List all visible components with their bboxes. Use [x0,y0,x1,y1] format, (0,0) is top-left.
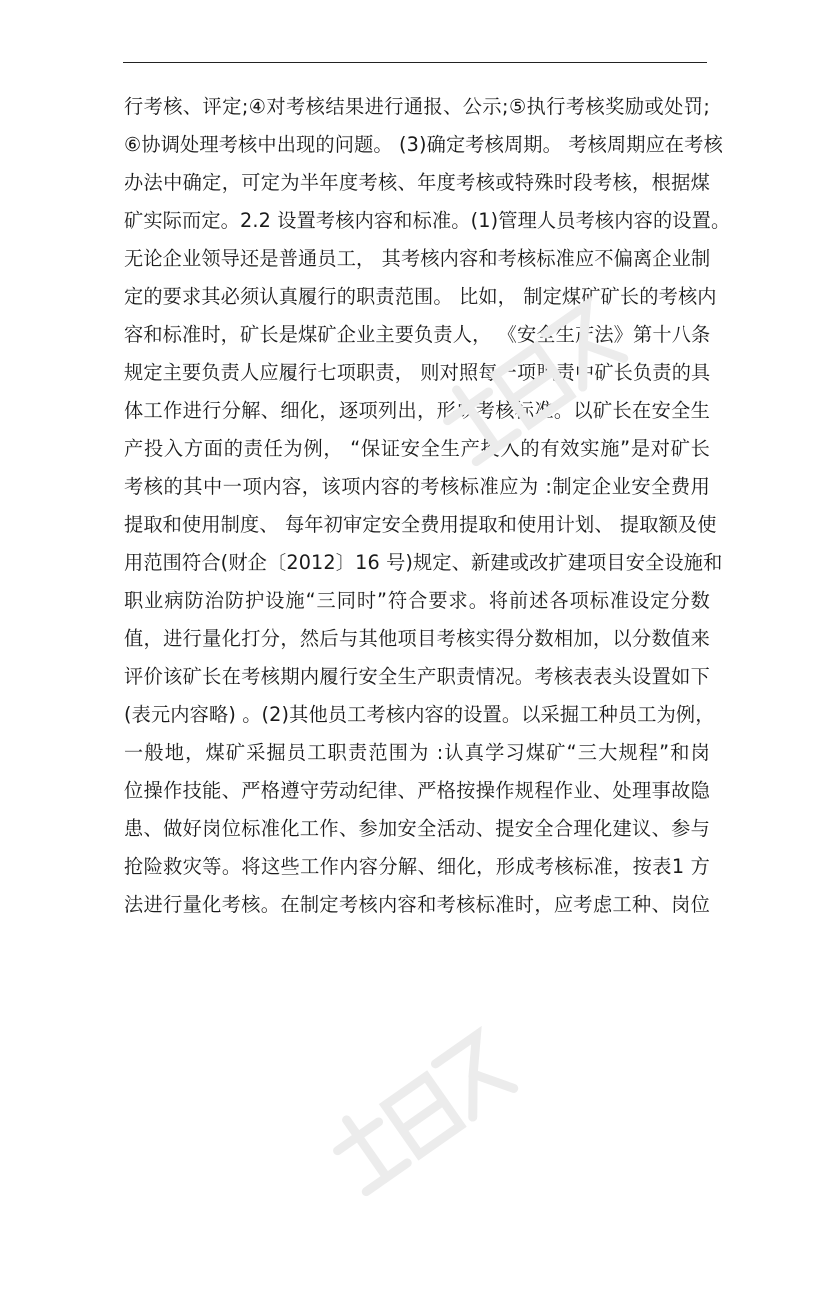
text-line: 无论企业领导还是普通员工， 其考核内容和考核标准应不偏离企业制 [124,247,711,270]
body-paragraph [124,88,731,924]
text-line: 法进行量化考核。在制定考核内容和考核标准时，应考虑工种、岗位 [124,893,710,916]
text-line: 抢险救灾等。将这些工作内容分解、细化，形成考核标准，按表1 方 [124,855,710,878]
text-line: 考核的其中一项内容，该项内容的考核标准应为 :制定企业安全费用 [124,475,710,498]
text-line: 提取和使用制度、 每年初审定安全费用提取和使用计划、 提取额及使 [124,513,717,536]
header-rule [123,62,707,63]
text-line: 容和标准时，矿长是煤矿企业主要负责人， 《安全生产法》第十八条 [124,323,711,346]
text-line: ⑥协调处理考核中出现的问题。 (3)确定考核周期。 考核周期应在考核 [124,133,723,156]
text-line: 职业病防治防护设施“三同时”符合要求。将前述各项标准设定分数 [124,589,710,612]
text-line: 患、做好岗位标准化工作、参加安全活动、提安全合理化建议、参与 [124,817,710,840]
text-line: 评价该矿长在考核期内履行安全生产职责情况。考核表表头设置如下 [124,665,710,688]
text-line: 行考核、评定;④对考核结果进行通报、公示;⑤执行考核奖励或处罚; [124,95,710,118]
text-line: (表元内容略) 。(2)其他员工考核内容的设置。以采掘工种员工为例， [124,703,715,726]
text-line: 位操作技能、严格遵守劳动纪律、严格按操作规程作业、处理事故隐 [124,779,710,802]
text-line: 定的要求其必须认真履行的职责范围。 比如， 制定煤矿矿长的考核内 [124,285,717,308]
text-line: 办法中确定，可定为半年度考核、年度考核或特殊时段考核，根据煤 [124,171,710,194]
text-line: 产投入方面的责任为例， “保证安全生产投入的有效实施”是对矿长 [124,437,710,460]
text-line: 体工作进行分解、细化，逐项列出，形成考核标准。以矿长在安全生 [124,399,710,422]
text-line: 矿实际而定。2.2 设置考核内容和标准。(1)管理人员考核内容的设置。 [124,209,731,232]
text-line: 一般地，煤矿采掘员工职责范围为 :认真学习煤矿“三大规程”和岗 [124,741,710,764]
watermark-mark [287,987,593,1293]
text-line: 用范围符合(财企〔2012〕16 号)规定、新建或改扩建项目安全设施和 [124,551,723,574]
text-line: 值，进行量化打分，然后与其他项目考核实得分数相加，以分数值来 [124,627,710,650]
text-line: 规定主要负责人应履行七项职责， 则对照每一项职责中矿长负责的具 [124,361,711,384]
